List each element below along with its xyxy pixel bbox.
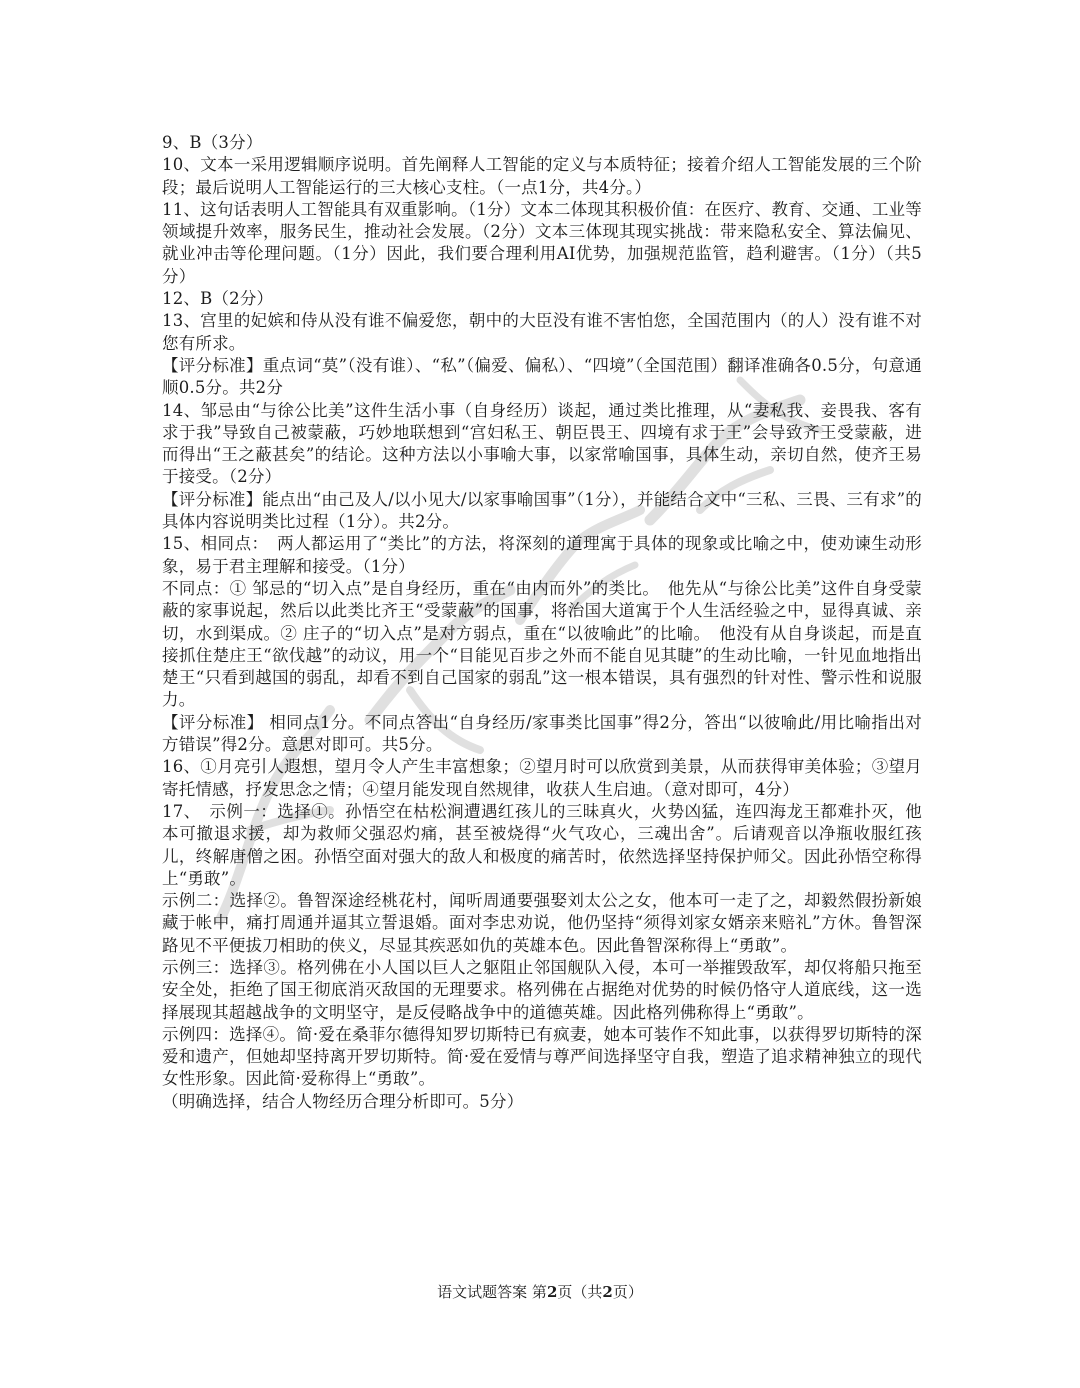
answer-15-scoring: 【评分标准】 相同点1分。不同点答出“自身经历/家事类比国事”得2分，答出“以彼喻此/用比喻指出对方错误”得2分。意思对即可。共5分。 [162, 712, 922, 755]
answer-16: 16、①月亮引人遐想，望月令人产生丰富想象；②望月时可以欣赏到美景，从而获得审美体验；③望月寄托情感，抒发思念之情；④望月能发现自然规律，收获人生启迪。（意对即可，4分） [162, 757, 922, 799]
answer-11: 11、这句话表明人工智能具有双重影响。（1分）文本二体现其积极价值：在医疗、教育、交通、工业等领域提升效率，服务民生，推动社会发展。（2分）文本三体现其现实挑战：带来隐私安全、算法偏见、就业冲击等伦理问题。（1分）因此，我们要合理利用AI优势，加强规范监管，趋利避害。（1分）（共5分） [162, 199, 922, 286]
footer-suffix: 页） [612, 1283, 643, 1301]
answer-9: 9、B（3分） [162, 133, 263, 152]
footer-middle: 页（共 [557, 1283, 603, 1301]
answer-15-similarity: 15、相同点： 两人都运用了“类比”的方法，将深刻的道理寓于具体的现象或比喻之中，使劝谏生动形象，易于君主理解和接受。（1分） [162, 534, 922, 576]
answer-17-example-3: 示例三：选择③。格列佛在小人国以巨人之躯阻止邻国舰队入侵，本可一举摧毁敌军，却仅将船只拖至安全处，拒绝了国王彻底消灭敌国的无理要求。格列佛在占据绝对优势的时候仍恪守人道底线，这一选择展现其超越战争的文明坚守，是反侵略战争中的道德英雄。因此格列佛称得上“勇敢”。 [162, 957, 922, 1022]
answer-17-example-2: 示例二：选择②。鲁智深途经桃花村，闻听周通要强娶刘太公之女，他本可一走了之，却毅然假扮新娘藏于帐中，痛打周通并逼其立誓退婚。面对李忠劝说，他仍坚持“须得刘家女婿亲来赔礼”方休。鲁智深路见不平便拔刀相助的侠义，尽显其疾恶如仇的英雄本色。因此鲁智深称得上“勇敢”。 [162, 891, 922, 955]
answer-12: 12、B（2分） [162, 289, 274, 309]
answer-13: 13、宫里的妃嫔和侍从没有谁不偏爱您，朝中的大臣没有谁不害怕您，全国范围内（的人）没有谁不对您有所求。 [162, 311, 922, 353]
answer-14: 14、邹忌由“与徐公比美”这件生活小事（自身经历）谈起，通过类比推理，从“妻私我、妾畏我、客有求于我”导致自己被蒙蔽，巧妙地联想到“宫妇私王、朝臣畏王、四境有求于王”会导致齐王受蒙蔽，进而得出“王之蔽甚矣”的结论。这种方法以小事喻大事，以家常喻国事，具体生动，亲切自然，使齐王易于接受。（2分） [162, 400, 922, 487]
answer-14-scoring: 【评分标准】能点出“由己及人/以小见大/以家事喻国事”（1分），并能结合文中“三私、三畏、三有求”的具体内容说明类比过程（1分）。共2分。 [162, 489, 922, 532]
footer-total-pages: 2 [602, 1283, 613, 1301]
page-footer [0, 1281, 1080, 1302]
answer-17-example-1: 17、 示例一：选择①。孙悟空在枯松涧遭遇红孩儿的三昧真火，火势凶猛，连四海龙王都难扑灭，他本可撤退求援，却为救师父强忍灼痛，甚至被烧得“火气攻心，三魂出舍”。后请观音以净瓶收服红孩儿，终解唐僧之困。孙悟空面对强大的敌人和极度的痛苦时，依然选择坚持保护师父。因此孙悟空称得上“勇敢”。 [162, 801, 922, 888]
answer-15-difference: 不同点：① 邹忌的“切入点”是自身经历，重在“由内而外”的类比。 他先从“与徐公比美”这件自身受蒙蔽的家事说起，然后以此类比齐王“受蒙蔽”的国事，将治国大道寓于个人生活经验之中，显得真诚、亲切，水到渠成。② 庄子的“切入点”是对方弱点，重在“以彼喻此”的比喻。 他没有从自身谈起，而是直接抓住楚庄王“欲伐越”的动议，用一个“目能见百步之外而不能自见其睫”的生动比喻，一针见血地指出楚王“只看到越国的弱乱，却看不到自己国家的弱乱”这一根本错误，具有强烈的针对性、警示性和说服力。 [162, 578, 922, 710]
answer-17-example-4: 示例四：选择④。简·爱在桑菲尔德得知罗切斯特已有疯妻，她本可装作不知此事，以获得罗切斯特的深爱和遗产，但她却坚持离开罗切斯特。简·爱在爱情与尊严间选择坚守自我，塑造了追求精神独立的现代女性形象。因此简·爱称得上“勇敢”。 [162, 1024, 922, 1089]
answer-13-scoring: 【评分标准】重点词“莫”（没有谁）、“私”（偏爱、偏私）、“四境”（全国范围）翻译准确各0.5分，句意通顺0.5分。共2分 [162, 355, 922, 398]
footer-page-number: 2 [546, 1283, 558, 1301]
answer-content [162, 132, 922, 1113]
answer-17-scoring: （明确选择，结合人物经历合理分析即可。5分） [162, 1091, 524, 1111]
footer-prefix: 语文试题答案 第 [437, 1283, 547, 1301]
answer-10: 10、文本一采用逻辑顺序说明。首先阐释人工智能的定义与本质特征；接着介绍人工智能发展的三个阶段；最后说明人工智能运行的三大核心支柱。（一点1分，共4分。） [162, 155, 922, 197]
